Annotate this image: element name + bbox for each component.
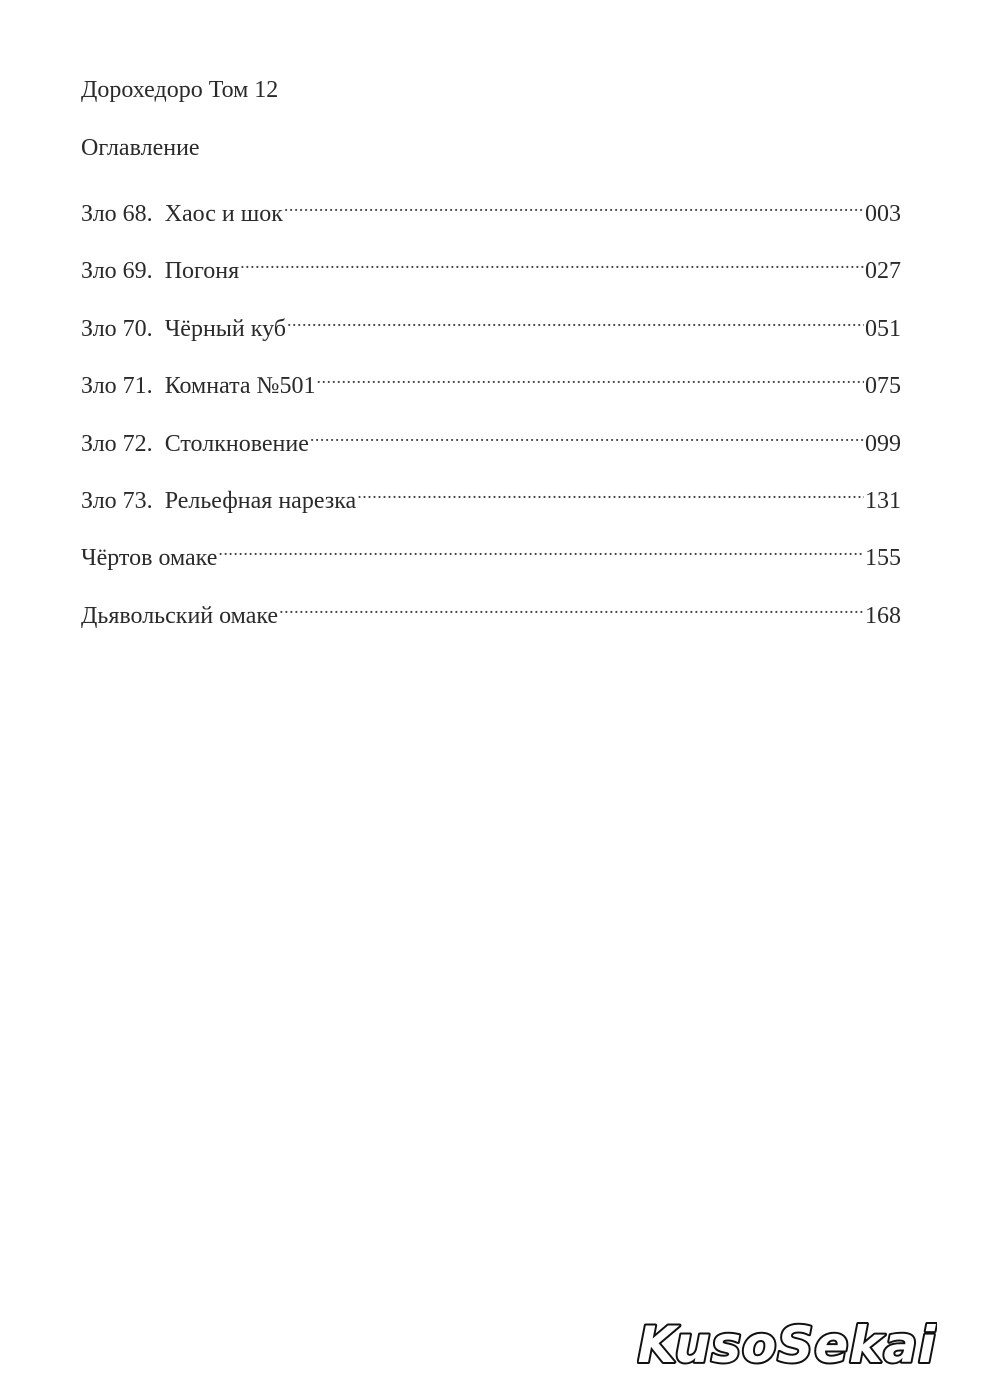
toc-entry[interactable]	[81, 533, 901, 590]
toc-entry[interactable]	[81, 246, 901, 303]
toc-entry-label	[81, 600, 278, 632]
logo-text: KusoSekai	[637, 1316, 937, 1374]
page-number: 155	[865, 545, 901, 572]
toc-entry[interactable]	[81, 591, 901, 648]
chapter-title: Чёрный куб	[164, 315, 286, 342]
dot-leader	[279, 591, 864, 623]
chapter-title: Погоня	[164, 258, 240, 285]
page-number: 131	[865, 487, 901, 514]
chapter-title: Столкновение	[164, 430, 309, 457]
logo-graphic	[637, 1308, 937, 1378]
chapter-number: Зло 70.	[81, 315, 153, 342]
page-number: 168	[865, 602, 901, 629]
toc-entry[interactable]	[81, 361, 901, 418]
toc-entry-label	[81, 428, 309, 460]
chapter-title: Рельефная нарезка	[164, 487, 357, 514]
toc-heading: Оглавление	[81, 135, 200, 161]
toc-entry[interactable]	[81, 189, 901, 246]
toc-entry-label	[81, 198, 283, 230]
dot-leader	[357, 476, 864, 508]
dot-leader	[218, 533, 864, 565]
toc-entry-label	[81, 485, 356, 517]
volume-title: Дорохедоро Том 12	[81, 77, 279, 103]
chapter-title: Чёртов омаке	[81, 545, 218, 572]
dot-leader	[287, 304, 864, 336]
dot-leader	[284, 189, 864, 221]
chapter-number: Зло 72.	[81, 430, 153, 457]
toc-entry-label	[81, 255, 239, 287]
page-number: 099	[865, 430, 901, 457]
page-number: 075	[865, 373, 901, 400]
table-of-contents	[81, 189, 901, 648]
toc-entry[interactable]	[81, 476, 901, 533]
toc-entry-label	[81, 542, 217, 574]
chapter-number: Зло 71.	[81, 373, 153, 400]
chapter-number: Зло 68.	[81, 201, 153, 227]
dot-leader	[240, 246, 864, 278]
page-number: 027	[865, 258, 901, 285]
chapter-title: Хаос и шок	[164, 201, 283, 227]
dot-leader	[316, 361, 864, 393]
chapter-title: Комната №501	[164, 373, 316, 400]
chapter-number: Зло 73.	[81, 487, 153, 514]
page-number: 003	[865, 201, 901, 227]
toc-entry[interactable]	[81, 304, 901, 361]
dot-leader	[310, 419, 864, 451]
toc-entry-label	[81, 370, 315, 402]
toc-entry-label	[81, 313, 286, 345]
chapter-title: Дьявольский омаке	[81, 602, 279, 629]
toc-entry[interactable]	[81, 419, 901, 476]
chapter-number: Зло 69.	[81, 258, 153, 285]
page-number: 051	[865, 315, 901, 342]
kusosekai-logo	[637, 1308, 937, 1378]
